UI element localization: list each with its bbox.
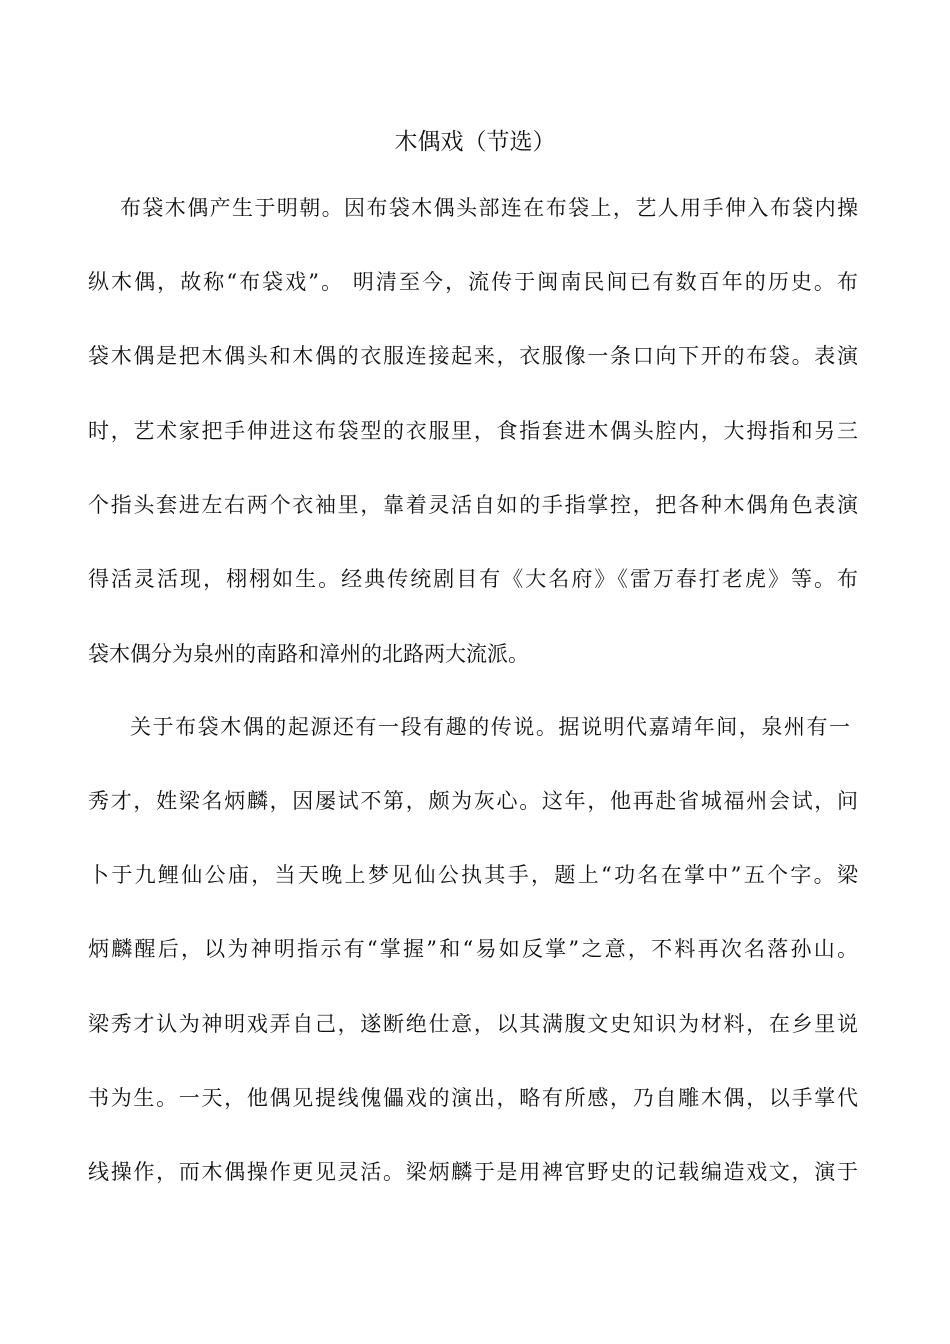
- paragraph-line: 关于布袋木偶的起源还有一段有趣的传说。据说明代嘉靖年间，泉州有一: [130, 715, 850, 739]
- document-title: 木偶戏（节选）: [394, 129, 556, 155]
- paragraph-line: 得活灵活现，栩栩如生。经典传统剧目有《大名府》《雷万春打老虎》等。布: [88, 567, 858, 591]
- paragraph-line: 布袋木偶产生于明朝。因布袋木偶头部连在布袋上，艺人用手伸入布袋内操: [120, 196, 858, 220]
- paragraph-line: 袋木偶分为泉州的南路和漳州的北路两大流派。: [88, 642, 529, 666]
- paragraph-line: 卜于九鲤仙公庙，当天晚上梦见仙公执其手，题上“功名在掌中”五个字。梁: [88, 863, 858, 887]
- paragraph-line: 秀才，姓梁名炳麟，因屡试不第，颇为灰心。这年，他再赴省城福州会试，问: [88, 789, 858, 813]
- paragraph-line: 个指头套进左右两个衣袖里，靠着灵活自如的手指掌控，把各种木偶角色表演: [88, 493, 858, 517]
- paragraph-line: 梁秀才认为神明戏弄自己，遂断绝仕意，以其满腹文史知识为材料，在乡里说: [88, 1012, 858, 1036]
- paragraph-line: 时，艺术家把手伸进这布袋型的衣服里，食指套进木偶头腔内，大拇指和另三: [88, 419, 858, 443]
- paragraph-line: 书为生。一天，他偶见提线傀儡戏的演出，略有所感，乃自雕木偶，以手掌代: [88, 1086, 858, 1110]
- paragraph-line: 线操作，而木偶操作更见灵活。梁炳麟于是用裨官野史的记载编造戏文，演于: [88, 1160, 858, 1184]
- paragraph-line: 纵木偶，故称“布袋戏”。 明清至今，流传于闽南民间已有数百年的历史。布: [88, 270, 858, 294]
- paragraph-line: 袋木偶是把木偶头和木偶的衣服连接起来，衣服像一条口向下开的布袋。表演: [88, 344, 858, 368]
- paragraph-line: 炳麟醒后，以为神明指示有“掌握”和“易如反掌”之意，不料再次名落孙山。: [88, 937, 858, 961]
